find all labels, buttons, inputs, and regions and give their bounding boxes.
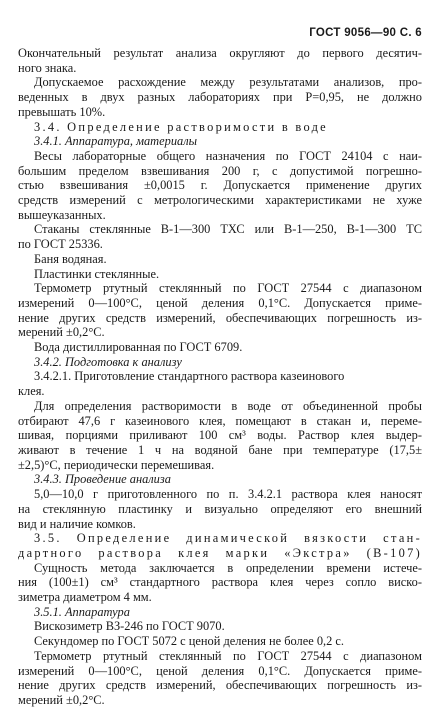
text-line: Весы лабораторные общего назначения по ГОСТ 24104 с наи- [34, 148, 422, 163]
text-line: на стеклянную пластинку и визуально определяют его внешний [18, 501, 422, 516]
text-line: превышать 10%. [18, 104, 106, 119]
page-header: ГОСТ 9056—90 С. 6 [309, 27, 422, 39]
text-line: вид и наличие комков. [18, 516, 136, 531]
text-line: 3.4.2. Подготовка к анализу [34, 354, 182, 369]
text-line: Для определения растворимости в воде от объединенной пробы [34, 398, 422, 413]
text-line: живают в течение 1 ч на водяной бане при температуре (17,5± [18, 442, 422, 457]
text-line: Допускаемое расхождение между результатами анализов, про- [34, 75, 422, 90]
text-line: мерений ±0,2°С. [18, 325, 105, 340]
text-line: Термометр ртутный стеклянный по ГОСТ 27544 с диапазоном [34, 281, 422, 296]
text-line: Окончательный результат анализа округляют до первого десятич- [18, 46, 422, 60]
text-line: большим пределом взвешивания 200 г, с допустимой погрешно- [18, 163, 422, 178]
text-line: стью взвешивания ±0,0015 г. Допускается применение других [18, 178, 422, 193]
text-line: Секундомер по ГОСТ 5072 с ценой деления не более 0,2 с. [34, 634, 345, 649]
text-line: средств измерений с метрологическими характеристиками не хуже [18, 193, 422, 208]
text-line: веденных в двух разных лабораториях при P=0,95, не должно [18, 90, 422, 105]
text-line: ±2,5)°С, периодически перемешивая. [18, 457, 215, 472]
text-line: Сущность метода заключается в определении времени истече- [34, 560, 422, 575]
text-line: Стаканы стеклянные В-1—300 ТХС или В-1—250, В-1—300 ТС [34, 222, 422, 237]
text-line: 5,0—10,0 г приготовленного по п. 3.4.2.1 раствора клея наносят [34, 487, 422, 502]
text-line: дартного раствора клея марки «Экстра» (В-107) [18, 545, 422, 560]
text-line: нение других средств измерений, обеспечивающих погрешность из- [18, 310, 422, 325]
text-line: мерений ±0,2°С. [18, 692, 105, 707]
text-line: шивая, порциями приливают 100 см³ воды. Раствор клея выдер- [18, 428, 422, 443]
text-line: 3.4. Определение растворимости в воде [34, 119, 328, 134]
text-line: клея. [18, 384, 45, 399]
text-line: измерений 0—100°С, ценой деления 0,1°С. Допускается приме- [18, 663, 422, 678]
document-body [18, 46, 422, 708]
text-line: ного знака. [18, 60, 77, 75]
text-line: 3.4.1. Аппаратура, материалы [34, 134, 198, 149]
text-line: зиметра диаметром 4 мм. [18, 590, 152, 605]
text-line: по ГОСТ 25336. [18, 237, 103, 252]
text-line: Вискозиметр ВЗ-246 по ГОСТ 9070. [34, 619, 225, 634]
text-line: Пластинки стеклянные. [34, 266, 160, 281]
text-line: 3.5. Определение динамической вязкости стан- [34, 531, 422, 546]
text-line: Баня водяная. [34, 251, 107, 266]
text-line: 3.4.2.1. Приготовление стандартного раствора казеинового [34, 369, 345, 384]
text-line: нение других средств измерений, обеспечивающих погрешность из- [18, 678, 422, 693]
text-line: ния (100±1) см³ стандартного раствора клея через сопло виско- [18, 575, 422, 590]
text-line: 3.4.3. Проведение анализа [34, 472, 171, 487]
text-line: измерений 0—100°С, ценой деления 0,1°С. Допускается приме- [18, 295, 422, 310]
text-line: вышеуказанных. [18, 207, 106, 222]
text-line: Вода дистиллированная по ГОСТ 6709. [34, 340, 243, 355]
text-line: отбирают 47,6 г казеинового клея, помещают в стакан и, переме- [18, 413, 422, 428]
text-line: 3.5.1. Аппаратура [34, 604, 130, 619]
text-line: Термометр ртутный стеклянный по ГОСТ 27544 с диапазоном [34, 648, 422, 663]
